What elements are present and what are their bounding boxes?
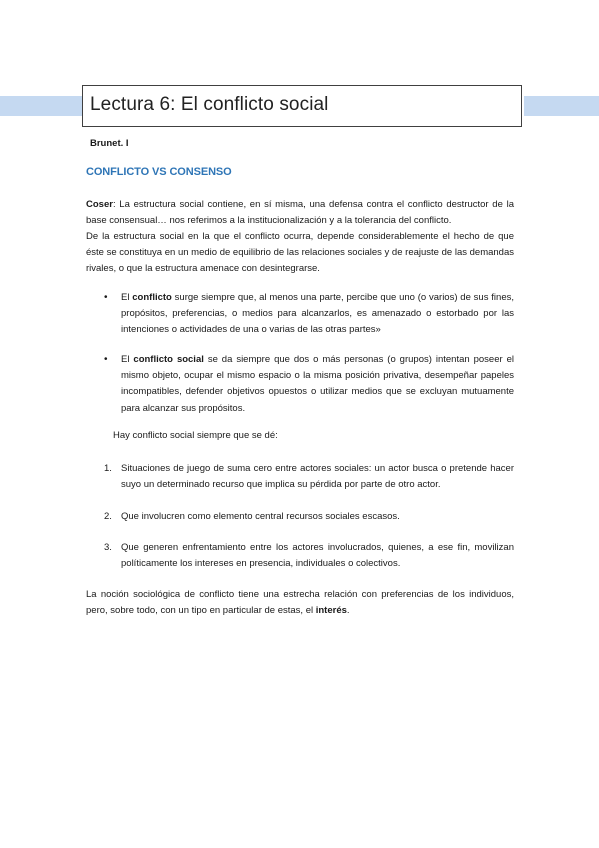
paragraph-structure: De la estructura social en la que el conflicto ocurra, depende considerablemente el hecho de que éste se constituya en un medio de equilibrio de las relaciones sociales y de reajuste de las demandas rivales, o que la estructura amenace con desintegrarse. [86,231,514,275]
paragraph-text: : La estructura social contiene, en sí misma, una defensa contra el conflicto destructor de la base consensual… nos referimos a la institucionalización y a la tolerancia del conflicto. [86,199,514,227]
list-item [104,352,514,417]
bullet-term: conflicto [132,292,172,303]
header-accent-band-right [524,96,599,116]
item-number: 3. [104,542,112,553]
closing-paragraph [86,587,514,619]
numbered-item [104,461,514,493]
bullet-term: conflicto social [133,354,204,365]
item-number: 1. [104,463,112,474]
paragraph-lead: Coser [86,199,113,210]
item-text: Que involucren como elemento central recursos sociales escasos. [121,511,400,522]
closing-end: . [346,605,350,617]
list-intro: Hay conflicto social siempre que se dé: [113,430,278,441]
paragraph-coser [86,197,514,229]
bullet-prefix: El [121,292,133,303]
author: Brunet. I [90,138,129,149]
item-text: Que generen enfrentamiento entre los actores involucrados, quienes, a ese fin, movilizan políticamente los intereses en presencia, individuales o colectivos. [121,542,514,570]
page-title-box [82,85,522,127]
numbered-item [104,540,514,572]
bullet-text: se da siempre que dos o más personas (o grupos) intentan poseer el mismo objeto, ocupar el mismo espacio o la misma posición privativa, desempeñar papeles incompatibles, defender objetivos opuestos o utilizar medios que se excluyan mutuamente para alcanzar sus propósitos. [121,354,514,414]
page-title: Lectura 6: El conflicto social [90,94,329,115]
numbered-item [104,509,514,525]
item-number: 2. [104,511,112,522]
bullet-text: surge siempre que, al menos una parte, percibe que uno (o varios) de sus fines, propósitos, preferencias, o medios para alcanzarlos, es amenazado o estorbado por las intenciones o actividades de una o varias de las otras partes» [121,292,514,336]
item-text: Situaciones de juego de suma cero entre actores sociales: un actor busca o pretende hacer suyo un determinado recurso que implica su pérdida por parte de otro actor. [121,463,514,491]
header-accent-band-left [0,96,82,116]
closing-term: interés [315,605,347,617]
bullet-icon: • [104,292,108,303]
section-heading: CONFLICTO VS CONSENSO [86,166,232,178]
bullet-icon: • [104,354,108,365]
bullet-prefix: El [121,354,134,365]
closing-text: La noción sociológica de conflicto tiene una estrecha relación con preferencias de los individuos, pero, sobre todo, con un tipo en particular de estas, el [86,589,514,617]
list-item [104,290,514,339]
